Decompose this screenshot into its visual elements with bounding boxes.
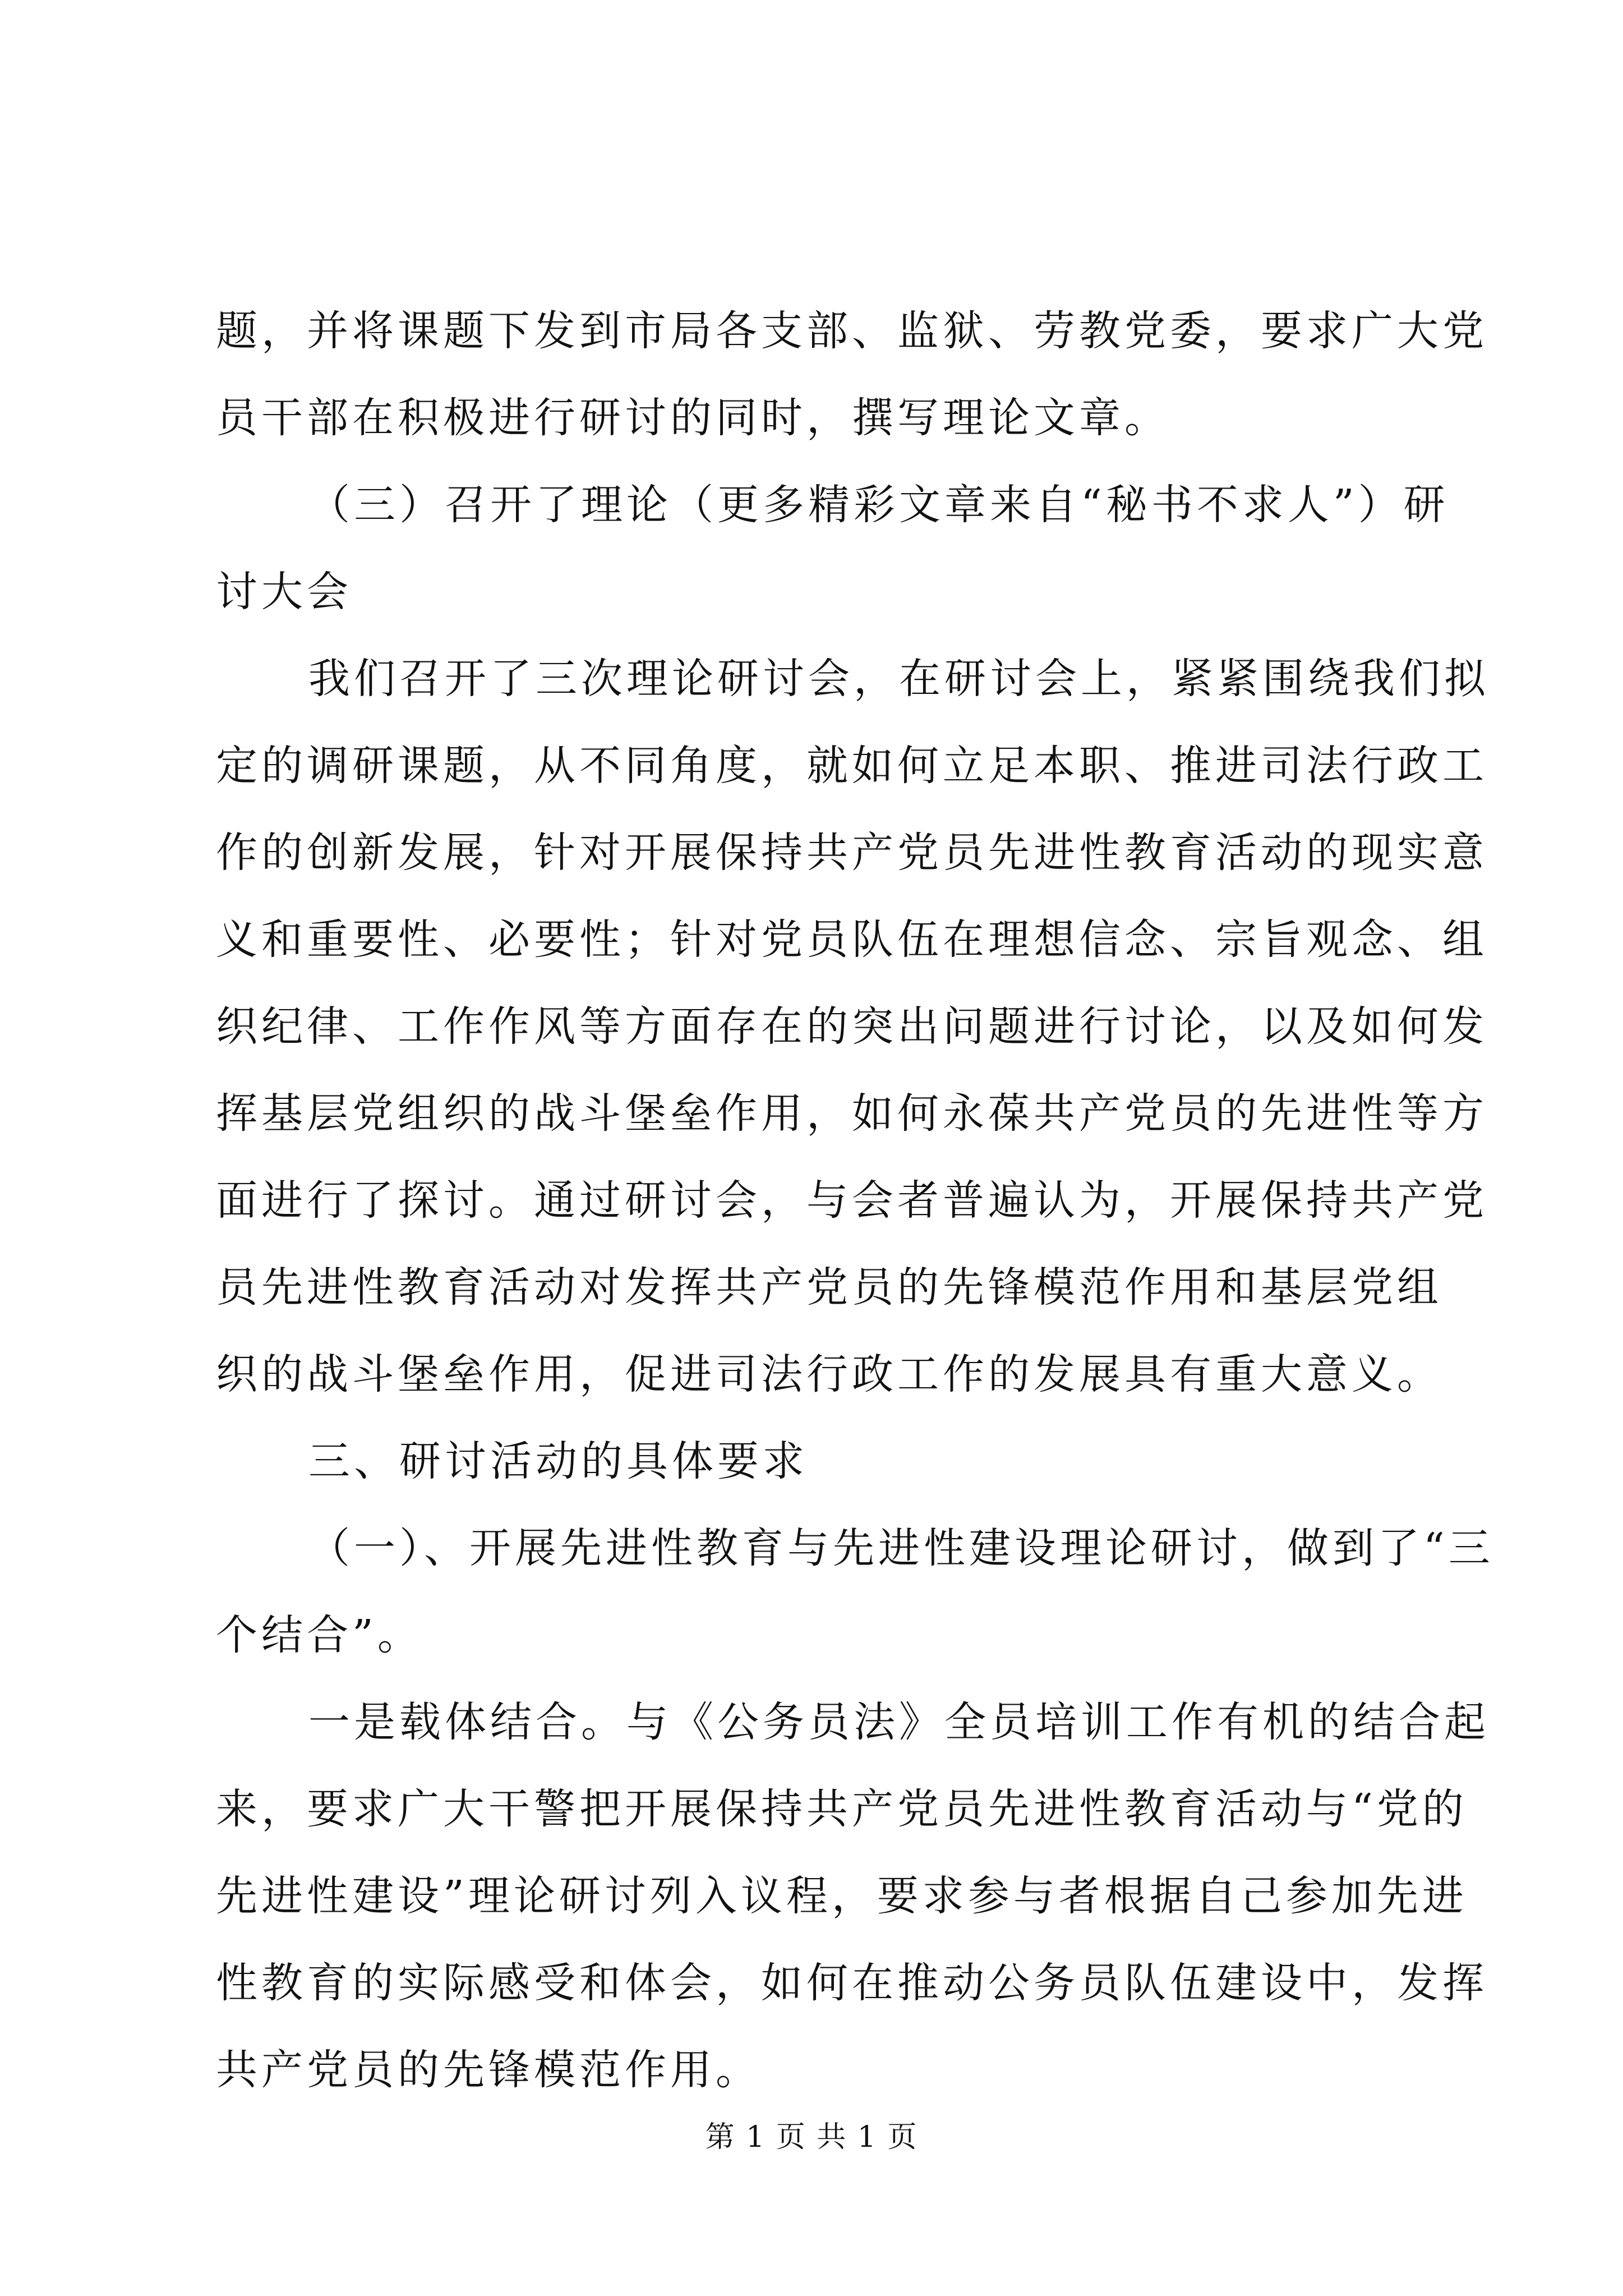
- text-line-9: 织纪律、工作作风等方面存在的突出问题进行讨论，以及如何发: [216, 1002, 1488, 1051]
- text-line-12: 员先进性教育活动对发挥共产党员的先锋模范作用和基层党组: [216, 1263, 1442, 1312]
- page-number-footer: 第 1 页 共 1 页: [705, 2120, 918, 2154]
- section-heading-3-cont: 讨大会: [216, 568, 352, 616]
- text-line-11: 面进行了探讨。通过研讨会，与会者普遍认为，开展保持共产党: [216, 1176, 1488, 1225]
- subsection-heading-1-cont: 个结合”。: [216, 1611, 423, 1659]
- text-line-21: 共产党员的先锋模范作用。: [216, 2046, 761, 2094]
- section-heading-3-main: 三、研讨活动的具体要求: [308, 1437, 808, 1485]
- text-line-10: 挥基层党组织的战斗堡垒作用，如何永葆共产党员的先进性等方: [216, 1089, 1488, 1138]
- text-line-17: 一是载体结合。与《公务员法》全员培训工作有机的结合起: [308, 1698, 1490, 1746]
- text-line-7: 作的创新发展，针对开展保持共产党员先进性教育活动的现实意: [216, 829, 1488, 877]
- text-line-18: 来，要求广大干警把开展保持共产党员先进性教育活动与“党的: [216, 1785, 1468, 1833]
- text-line-6: 定的调研课题，从不同角度，就如何立足本职、推进司法行政工: [216, 742, 1488, 790]
- text-line-2: 员干部在积极进行研讨的同时，撰写理论文章。: [216, 394, 1170, 442]
- text-line-5: 我们召开了三次理论研讨会，在研讨会上，紧紧围绕我们拟: [308, 655, 1490, 703]
- text-line-8: 义和重要性、必要性；针对党员队伍在理想信念、宗旨观念、组: [216, 915, 1488, 964]
- text-line-20: 性教育的实际感受和体会，如何在推动公务员队伍建设中，发挥: [216, 1959, 1488, 2007]
- text-line-1: 题，并将课题下发到市局各支部、监狱、劳教党委，要求广大党: [216, 307, 1488, 355]
- section-heading-3: （三）召开了理论（更多精彩文章来自“秘书不求人”）研: [308, 481, 1449, 529]
- text-line-19: 先进性建设”理论研讨列入议程，要求参与者根据自己参加先进: [216, 1872, 1468, 1920]
- subsection-heading-1: （一）、开展先进性教育与先进性建设理论研讨，做到了“三: [308, 1524, 1494, 1572]
- text-line-13: 织的战斗堡垒作用，促进司法行政工作的发展具有重大意义。: [216, 1350, 1442, 1398]
